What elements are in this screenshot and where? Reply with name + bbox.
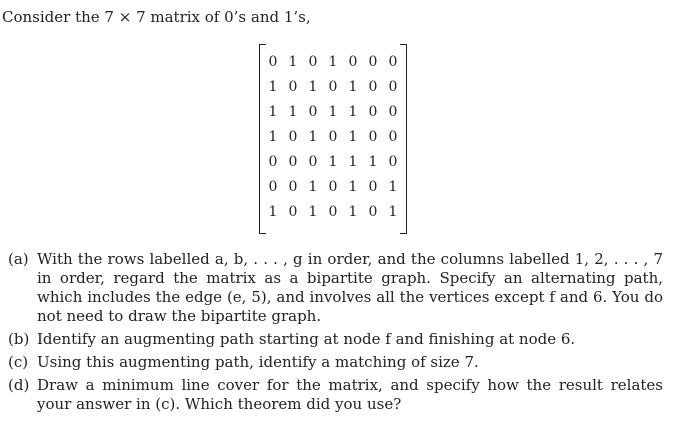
matrix-row [263,50,403,75]
matrix-cell: 1 [308,179,318,195]
question-item [8,330,663,349]
matrix-cell: 0 [388,154,398,170]
matrix-cell: 1 [388,204,398,220]
matrix-cell: 1 [268,79,278,95]
matrix-row [263,125,403,150]
matrix-cell: 0 [288,79,298,95]
matrix-table [263,50,403,225]
matrix-cell: 1 [348,204,358,220]
matrix-row [263,175,403,200]
question-item [8,353,663,372]
matrix-cell: 0 [288,129,298,145]
matrix-cell: 1 [328,104,338,120]
matrix-row [263,200,403,225]
matrix-cell: 0 [288,204,298,220]
matrix-cell: 1 [328,154,338,170]
matrix-cell: 0 [388,54,398,70]
matrix-cell: 0 [308,54,318,70]
matrix-cell: 1 [348,179,358,195]
matrix-cell: 1 [328,54,338,70]
question-text: Identify an augmenting path starting at node f and finishing at node 6. [37,330,576,348]
matrix-cell: 1 [288,104,298,120]
question-item [8,250,663,326]
matrix-cell: 0 [328,179,338,195]
matrix-cell: 0 [388,79,398,95]
problem-intro: Consider the 7 × 7 matrix of 0’s and 1’s, [2,8,311,26]
matrix-cell: 0 [288,179,298,195]
question-item [8,376,663,414]
matrix-cell: 1 [308,129,318,145]
matrix-cell: 1 [348,129,358,145]
matrix-cell: 1 [268,204,278,220]
matrix-cell: 0 [368,129,378,145]
matrix-cell: 0 [368,204,378,220]
matrix-cell: 0 [288,154,298,170]
question-label: (d) [8,376,30,394]
question-label: (c) [8,353,29,371]
matrix-cell: 0 [368,54,378,70]
matrix-cell: 0 [328,79,338,95]
matrix-cell: 0 [328,204,338,220]
question-label: (b) [8,330,30,348]
matrix-cell: 0 [388,104,398,120]
matrix-row [263,100,403,125]
question-text: With the rows labelled a, b, . . . , g in order, and the columns labelled 1, 2, . . . , 7 in order, regard the matrix as a bipartite graph. Specify an alternating path, which includes the edge (e, 5), and involves all the vertices except f and 6. You do not need to draw the bipartite graph. [37,250,663,325]
matrix-cell: 1 [348,79,358,95]
matrix-cell: 0 [308,104,318,120]
matrix-cell: 1 [348,154,358,170]
matrix-row [263,75,403,100]
question-label: (a) [8,250,29,268]
matrix-cell: 1 [268,104,278,120]
question-text: Using this augmenting path, identify a matching of size 7. [37,353,479,371]
matrix-cell: 0 [368,179,378,195]
matrix-row [263,150,403,175]
matrix-cell: 0 [268,179,278,195]
matrix-cell: 0 [368,104,378,120]
matrix-cell: 0 [268,54,278,70]
question-text: Draw a minimum line cover for the matrix, and specify how the result relates your answer in (c). Which theorem did you use? [37,376,663,413]
matrix-cell: 0 [368,79,378,95]
matrix-cell: 1 [288,54,298,70]
matrix-cell: 1 [268,129,278,145]
matrix-cell: 0 [388,129,398,145]
matrix [259,44,407,234]
matrix-cell: 1 [308,204,318,220]
matrix-cell: 0 [328,129,338,145]
matrix-cell: 1 [308,79,318,95]
matrix-cell: 1 [368,154,378,170]
matrix-cell: 0 [308,154,318,170]
matrix-cell: 0 [268,154,278,170]
matrix-cell: 1 [388,179,398,195]
matrix-cell: 1 [348,104,358,120]
question-list [8,250,663,418]
matrix-cell: 0 [348,54,358,70]
